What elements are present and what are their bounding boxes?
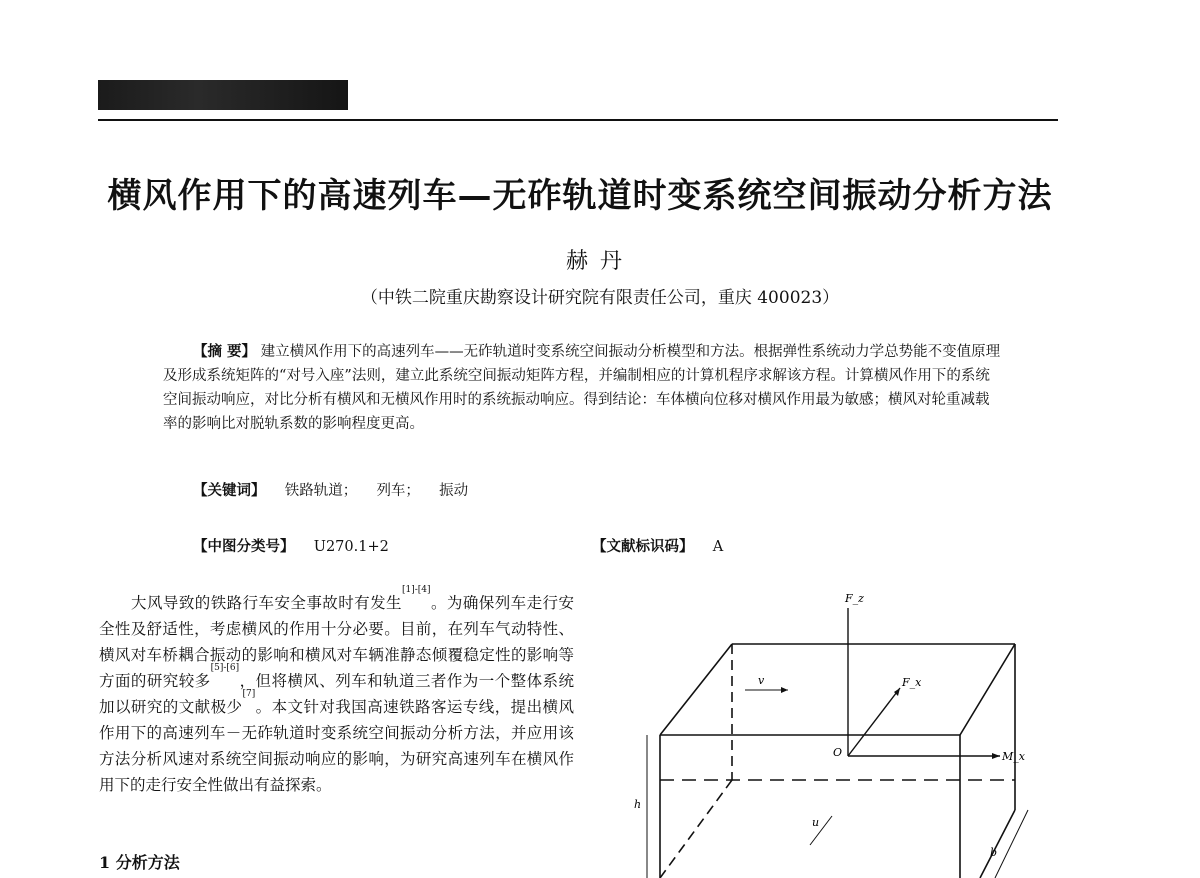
citation[interactable]: [7]: [242, 689, 256, 699]
citation[interactable]: [5]-[6]: [210, 663, 240, 673]
mx-label: M_x: [1002, 750, 1025, 763]
keyword-item: 铁路轨道；: [284, 483, 358, 499]
width-label: b: [990, 846, 998, 859]
fz-label: F_z: [845, 592, 864, 605]
document-code-label: 【文献标识码】: [592, 538, 694, 555]
width-dimension: [995, 810, 1028, 878]
classification-label: 【中图分类号】: [193, 538, 295, 555]
paper-title: 横风作用下的高速列车—无砟轨道时变系统空间振动分析方法: [107, 176, 1053, 216]
velocity-arrowhead: [781, 687, 788, 693]
classification-value: U270.1+2: [313, 539, 389, 555]
car-body-force-diagram: [610, 580, 1050, 878]
keyword-item: 振动: [439, 483, 469, 499]
mx-arrowhead: [992, 753, 1000, 759]
body-paragraph: [99, 585, 574, 798]
keywords-label: 【关键词】: [193, 482, 266, 499]
abstract-label: 【摘 要】: [193, 343, 257, 360]
hidden-edge: [660, 780, 732, 878]
section-heading: 1 分析方法: [99, 853, 180, 872]
velocity-label: v: [758, 674, 765, 687]
document-code-value: A: [712, 539, 724, 555]
height-label: h: [634, 798, 642, 811]
body-text: 。本文针对我国高速铁路客运专线，提出横风作用下的高速列车－无砟轨道时变系统空间振动分析方法，并应用该方法分析风速对系统空间振动响应的影响，为研究高速列车在横风作用下的走行安全性做出有益探索。: [99, 698, 574, 794]
abstract-text: 建立横风作用下的高速列车——无砟轨道时变系统空间振动分析模型和方法。根据弹性系统动力学总势能不变值原理及形成系统矩阵的“对号入座”法则，建立此系统空间振动矩阵方程，并编制相应的计算机程序求解该方程。计算横风作用下的系统空间振动响应，对比分析有横风和无横风作用时的系统振动响应。得到结论：车体横向位移对横风作用最为敏感；横风对轮重减载率的影响比对脱轨系数的影响程度更高。: [163, 344, 1001, 432]
fx-label: F_x: [902, 676, 922, 689]
body-text: 。为确保列车走行安全性及舒适性，考虑横风的作用十分必要。目前，在列车气动特性、横风对车桥耦合振动的影响和横风对车辆准静态倾覆稳定性的影响等方面的研究较多: [99, 594, 574, 690]
fx-arrow: [848, 688, 900, 756]
journal-header-bar: [98, 80, 348, 110]
document-code: [592, 535, 723, 556]
classification: [193, 535, 389, 556]
body-text: 大风导致的铁路行车安全事故时有发生: [131, 594, 402, 612]
origin-label: O: [833, 746, 843, 759]
keywords: [193, 479, 468, 500]
keyword-item: 列车；: [376, 483, 420, 499]
header-rule: [98, 119, 1058, 121]
author-name: 赫丹: [565, 249, 634, 274]
box-edge: [980, 810, 1015, 878]
u-label: u: [812, 816, 820, 829]
citation[interactable]: [1]-[4]: [401, 585, 431, 595]
box-edge: [960, 644, 1015, 735]
abstract: [163, 340, 1003, 436]
author-affiliation: （中铁二院重庆勘察设计研究院有限责任公司，重庆 400023）: [360, 288, 840, 308]
body-text: ，但将横风、列车和轨道三者作为一个整体系统加以研究的文献极少: [99, 672, 574, 716]
box-edge: [660, 644, 732, 735]
